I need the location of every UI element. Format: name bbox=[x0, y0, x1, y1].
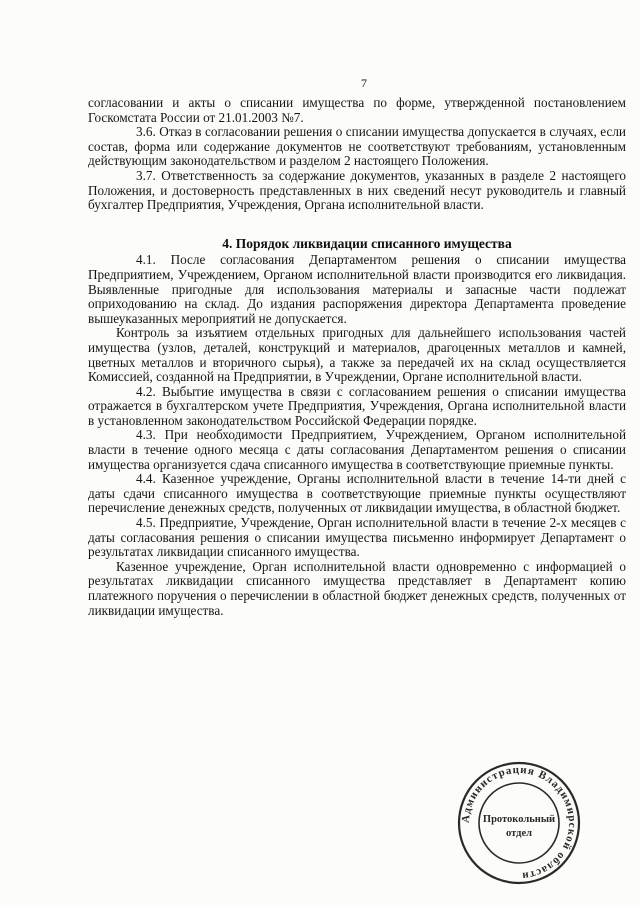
document-body bbox=[88, 96, 626, 618]
paragraph-4-1: 4.1. После согласования Департаментом решения о списании имущества Предприятием, Учреждением, Органом исполнительной власти производится его ликвидация. Выявленные пригодные для использования материалы и запасные части подлежат оприходованию на склад. До издания распоряжения директора Департамента проведение вышеуказанных мероприятий не допускается. bbox=[88, 252, 626, 326]
paragraph-3-6: 3.6. Отказ в согласовании решения о списании имущества допускается в случаях, если состав, форма или содержание документов не соответствуют требованиям, установленным действующим законодательством и разделом 2 настоящего Положения. bbox=[88, 124, 626, 169]
paragraph-4-5: 4.5. Предприятие, Учреждение, Орган исполнительной власти в течение 2-х месяцев с даты согласования решения о списании имущества письменно информирует Департамент о результатах ликвидации списанного имущества. bbox=[88, 515, 626, 560]
paragraph-treasury: Казенное учреждение, Орган исполнительной власти одновременно с информацией о результатах ликвидации списанного имущества представляет в Департамент копию платежного поручения о перечислении в областной бюджет денежных средств, полученных от ликвидации имущества. bbox=[88, 558, 626, 618]
paragraph-4-3: 4.3. При необходимости Предприятием, Учреждением, Органом исполнительной власти в течение одного месяца с даты согласования Департаментом решения о списании имущества организуется сдача списанного имущества в соответствующие приемные пункты. bbox=[88, 427, 626, 472]
paragraph-4-4: 4.4. Казенное учреждение, Органы исполнительной власти в течение 14-ти дней с даты сдачи списанного имущества в соответствующие приемные пункты осуществляют перечисление денежных средств, полученных от ликвидации имущества, в областной бюджет. bbox=[88, 471, 626, 516]
paragraph-4-2: 4.2. Выбытие имущества в связи с согласованием решения о списании имущества отражается в бухгалтерском учете Предприятия, Учреждения, Органа исполнительной власти в установленном законодательством Российской Федерации порядке. bbox=[88, 383, 626, 428]
stamp-ring-text: Администрация Владимирской области bbox=[459, 763, 579, 883]
section-4-title: 4. Порядок ликвидации списанного имущества bbox=[222, 235, 512, 251]
paragraph-3-7: 3.7. Ответственность за содержание документов, указанных в разделе 2 настоящего Положения, и достоверность представленных в них сведений несут руководитель и главный бухгалтер Предприятия, Учреждения, Органа исполнительной власти. bbox=[88, 167, 626, 213]
paragraph-control: Контроль за изъятием отдельных пригодных для дальнейшего использования частей имущества (узлов, деталей, конструкций и материалов, драгоценных металлов и камней, цветных металлов и вторичного сырья), а также за передачей их на склад осуществляется Комиссией, созданной на Предприятии, в Учреждении, Органе исполнительной власти. bbox=[88, 325, 626, 385]
stamp-center-line1: Протокольный bbox=[482, 814, 556, 825]
stamp-center-line2: отдел bbox=[506, 828, 532, 839]
page-number: 7 bbox=[361, 76, 367, 90]
paragraph-continuation: согласовании и акты о списании имущества по форме, утвержденной постановлением Госкомстата России от 21.01.2003 №7. bbox=[88, 95, 626, 125]
official-stamp bbox=[456, 760, 582, 886]
